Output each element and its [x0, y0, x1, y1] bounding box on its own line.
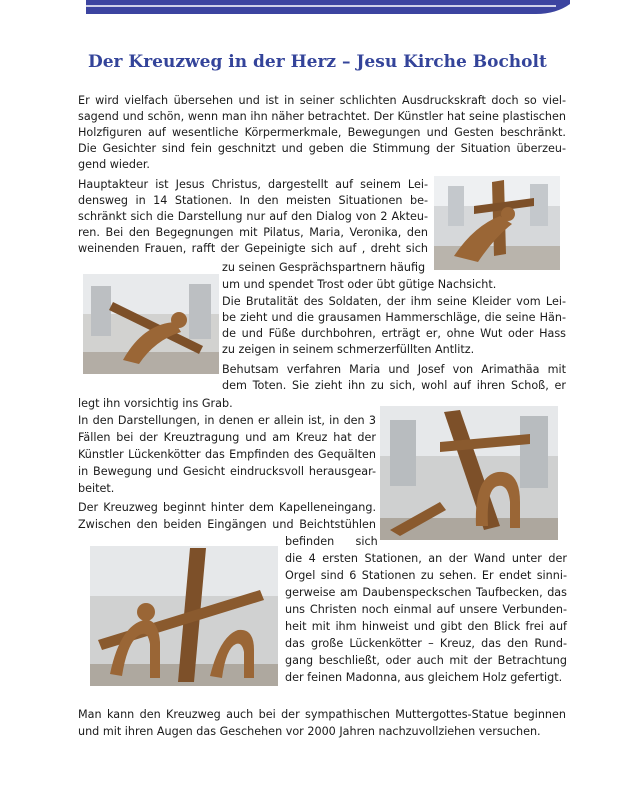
text-line: Orgel sind 6 Stationen zu sehen. Er endet sinni- — [285, 569, 567, 582]
text-line: Fällen bei der Kreuztragung und am Kreuz hat der — [78, 431, 376, 444]
text-line: weinenden Frauen, rafft der Gepeinigte sich auf , dreht sich — [78, 242, 428, 255]
text-line: sagend und schön, wenn man ihn näher betrachtet. Der Künstler hat seine plastischen — [78, 110, 566, 123]
text-line: heit mit ihm hinweist und gibt den Blick frei auf — [285, 620, 567, 633]
text-line: zu zeigen in seinem schmerzerfüllten Antlitz. — [222, 343, 475, 356]
text-line: dem Toten. Sie zieht ihn zu sich, wohl auf ihren Schoß, er — [222, 379, 566, 392]
text-line: zu seinen Gesprächspartnern häufig — [222, 261, 426, 274]
text-line: ren. Bei den Begegnungen mit Pilatus, Maria, Veronika, den — [78, 226, 428, 239]
text-line: In den Darstellungen, in denen er allein ist, in den 3 — [78, 414, 376, 427]
text-line: beitet. — [78, 482, 115, 495]
header-banner — [86, 0, 570, 14]
text-line: gang beschließt, oder auch mit der Betrachtung — [285, 654, 567, 667]
text-line: um und spendet Trost oder übt gütige Nachsicht. — [222, 278, 497, 291]
text-line: Behutsam verfahren Maria und Josef von Arimathäa mit — [222, 363, 566, 376]
text-line: schränkt sich die Darstellung nur auf den Dialog von 2 Akteu- — [78, 210, 428, 223]
text-line: Holzfiguren auf wesentliche Körpermerkmale, Bewegungen und Gesten beschränkt. — [78, 126, 566, 139]
text-line: Die Gesichter sind fein geschnitzt und geben die Stimmung der Situation überzeu- — [78, 142, 566, 155]
text-line: Man kann den Kreuzweg auch bei der sympathischen Muttergottes-Statue beginnen — [78, 708, 566, 721]
text-line: befinden sich — [285, 535, 378, 548]
text-line: legt ihn vorsichtig ins Grab. — [78, 397, 233, 410]
text-line: uns Christen noch einmal auf unsere Verbunden- — [285, 603, 567, 616]
text-line: gend wieder. — [78, 158, 150, 171]
text-line: und mit ihren Augen das Geschehen vor 2000 Jahren nachzuvollziehen versuchen. — [78, 725, 541, 738]
text-line: de und Füße durchbohren, erträgt er, ohne Wut oder Hass — [222, 327, 566, 340]
station-photo-4 — [90, 546, 278, 686]
station-photo-2 — [83, 274, 219, 374]
text-line: das große Lückenkötter – Kreuz, das den Rund- — [285, 637, 567, 650]
text-line: densweg in 14 Stationen. In den meisten Situationen be- — [78, 194, 428, 207]
text-line: in Bewegung und Gesicht eindrucksvoll herausgear- — [78, 465, 376, 478]
text-line: gerweise am Daubenspeckschen Taufbecken, das — [285, 586, 567, 599]
text-line: Die Brutalität des Soldaten, der ihm seine Kleider vom Lei- — [222, 295, 566, 308]
station-photo-3 — [380, 406, 558, 540]
station-photo-1 — [434, 176, 560, 270]
text-line: Zwischen den beiden Eingängen und Beichtstühlen — [78, 518, 376, 531]
text-line: Künstler Lückenkötter das Empfinden des Gequälten — [78, 448, 376, 461]
text-line: Hauptakteur ist Jesus Christus, dargestellt auf seinem Lei- — [78, 178, 428, 191]
page-title: Der Kreuzweg in der Herz – Jesu Kirche Bocholt — [88, 52, 547, 72]
text-line: Er wird vielfach übersehen und ist in seiner schlichten Ausdruckskraft doch so viel- — [78, 94, 566, 107]
text-line: der feinen Madonna, aus gleichem Holz gefertigt. — [285, 671, 563, 684]
text-line: be zieht und die grausamen Hammerschläge, die seine Hän- — [222, 311, 566, 324]
text-line: Der Kreuzweg beginnt hinter dem Kapelleneingang. — [78, 501, 376, 514]
text-line: die 4 ersten Stationen, an der Wand unter der — [285, 552, 567, 565]
